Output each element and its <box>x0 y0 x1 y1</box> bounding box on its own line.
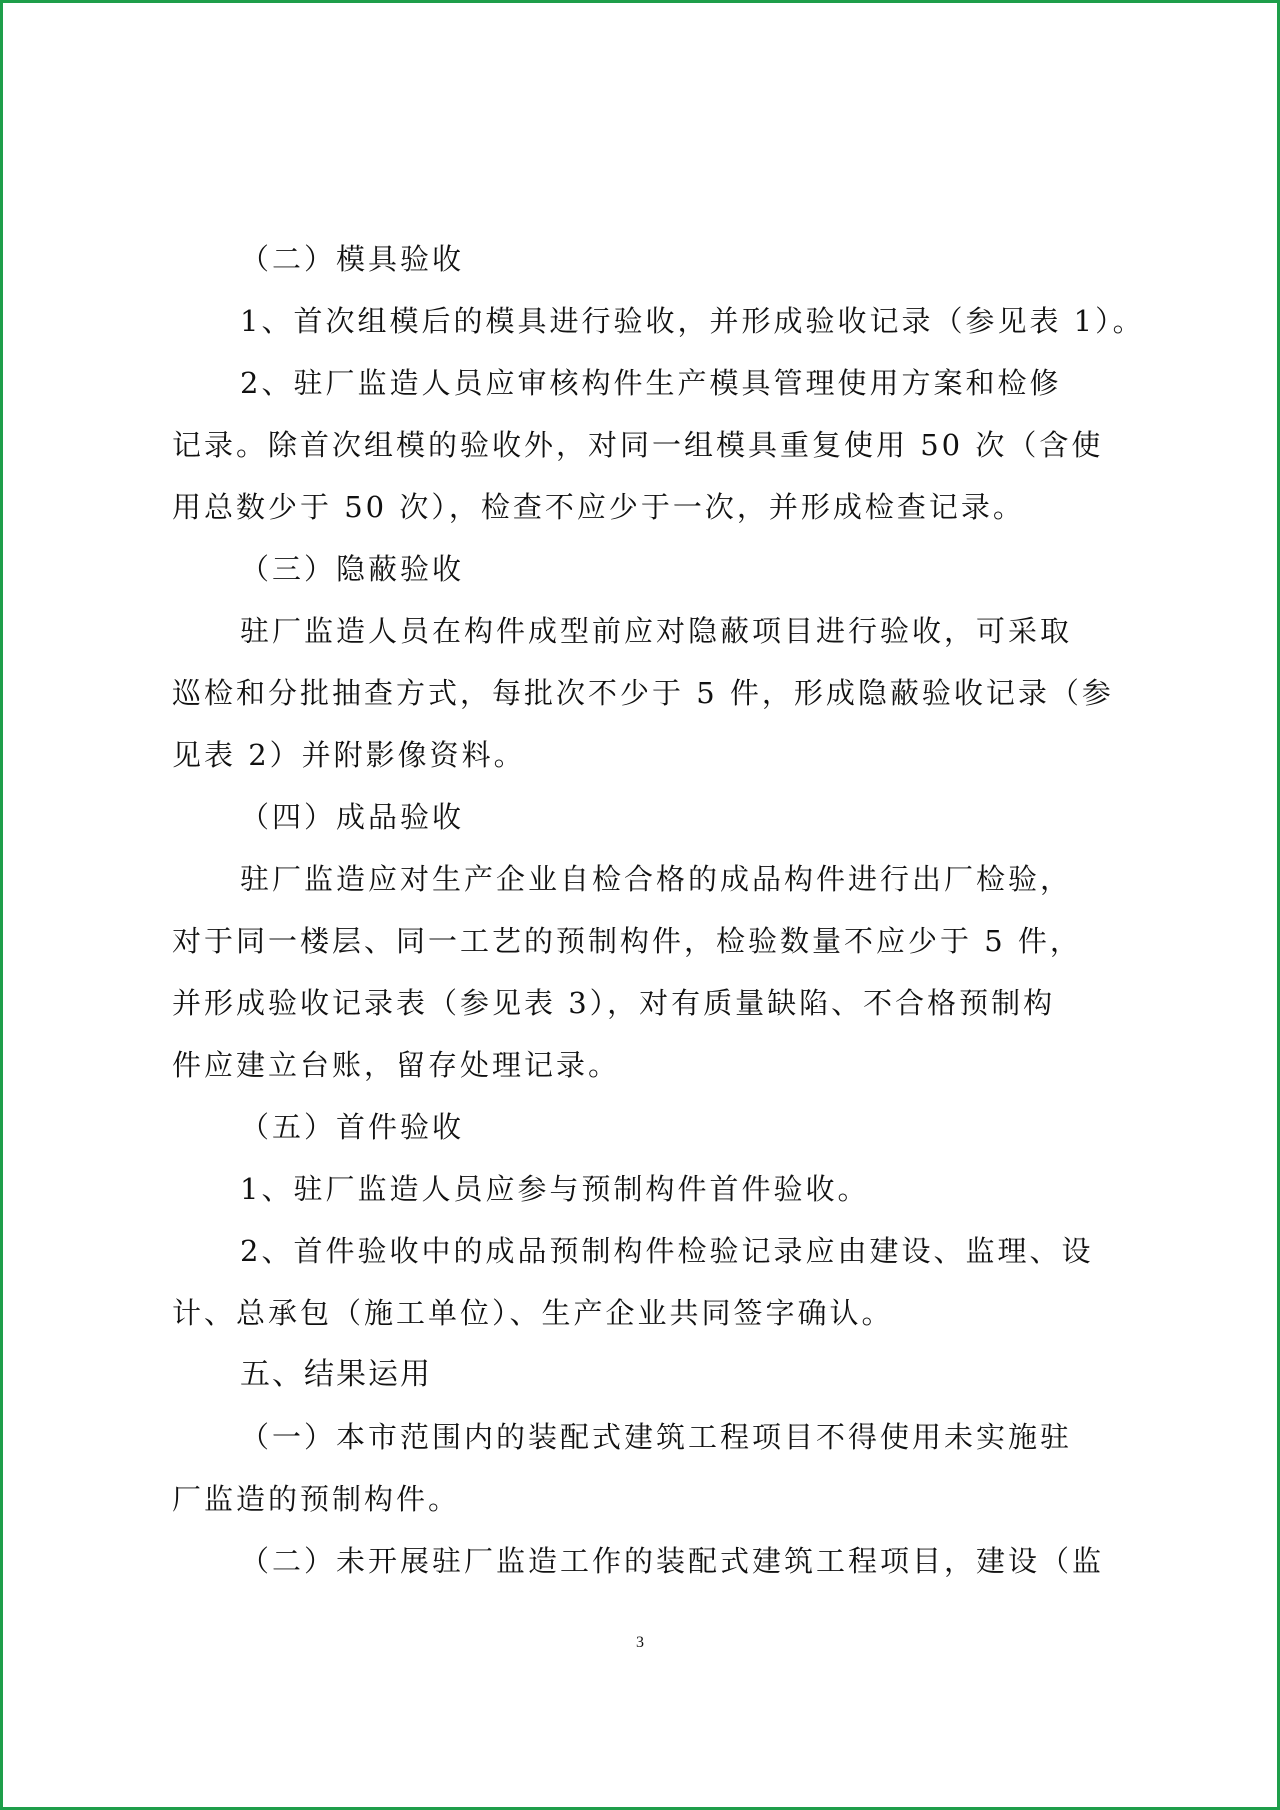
paragraph-line: 巡检和分批抽查方式，每批次不少于 5 件，形成隐蔽验收记录（参 <box>172 676 1114 710</box>
paragraph-line: 计、总承包（施工单位）、生产企业共同签字确认。 <box>172 1296 894 1330</box>
paragraph-line: 厂监造的预制构件。 <box>172 1482 461 1516</box>
document-body <box>172 228 1145 1592</box>
paragraph-line: 记录。除首次组模的验收外，对同一组模具重复使用 50 次（含使 <box>172 428 1104 462</box>
paragraph-line: （一）本市范围内的装配式建筑工程项目不得使用未实施驻 <box>240 1420 1073 1454</box>
paragraph-line: 见表 2）并附影像资料。 <box>172 738 526 772</box>
section-heading-first-piece-acceptance: （五）首件验收 <box>240 1110 465 1144</box>
section-heading-mold-acceptance: （二）模具验收 <box>240 242 465 276</box>
paragraph-line: 2、驻厂监造人员应审核构件生产模具管理使用方案和检修 <box>240 366 1062 400</box>
paragraph-line: 1、首次组模后的模具进行验收，并形成验收记录（参见表 1）。 <box>240 304 1145 338</box>
paragraph-line: 2、首件验收中的成品预制构件检验记录应由建设、监理、设 <box>240 1234 1094 1268</box>
paragraph-line: 件应建立台账，留存处理记录。 <box>172 1048 621 1082</box>
chapter-heading-results: 五、结果运用 <box>240 1357 432 1392</box>
paragraph-line: 驻厂监造应对生产企业自检合格的成品构件进行出厂检验， <box>240 862 1073 896</box>
section-heading-concealed-acceptance: （三）隐蔽验收 <box>240 552 465 586</box>
section-heading-finished-product-acceptance: （四）成品验收 <box>240 800 465 834</box>
paragraph-line: （二）未开展驻厂监造工作的装配式建筑工程项目，建设（监 <box>240 1544 1105 1578</box>
paragraph-line: 对于同一楼层、同一工艺的预制构件，检验数量不应少于 5 件， <box>172 924 1082 958</box>
paragraph-line: 并形成验收记录表（参见表 3），对有质量缺陷、不合格预制构 <box>172 986 1056 1020</box>
paragraph-line: 1、驻厂监造人员应参与预制构件首件验收。 <box>240 1172 870 1206</box>
paragraph-line: 用总数少于 50 次），检查不应少于一次，并形成检查记录。 <box>172 490 1025 524</box>
page-number: 3 <box>636 1634 644 1651</box>
paragraph-line: 驻厂监造人员在构件成型前应对隐蔽项目进行验收，可采取 <box>240 614 1073 648</box>
